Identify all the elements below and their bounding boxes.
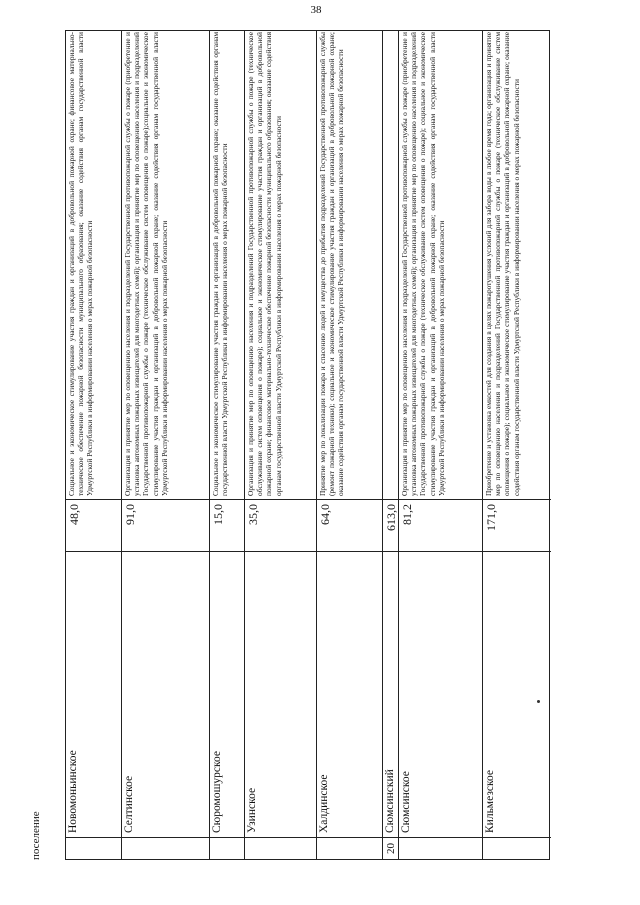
- district-name: Сюмсинский: [383, 551, 398, 837]
- row-number: [399, 837, 482, 859]
- table-row: [66, 31, 121, 859]
- table-row-district: [382, 31, 398, 859]
- settlement-name: Новомоньинское: [66, 551, 121, 837]
- table-rotation-wrapper: [65, 30, 550, 860]
- measures-description: Организация и принятие мер по оповещению населения и подразделений Государственной противопожарной службы о пожаре (приобретение и установка автономных пожарных извещателей для многодетных семей); организация и принятие мер по оповещению населения и подразделений Государственной противопожарной службы о пожаре (техническое обслуживание систем оповещения о пожаре);социальное и экономическое стимулирование участия граждан и организаций в добровольной пожарной охране; оказание содействия органам государственной власти Удмуртской Республики в информировании населения о мерах пожарной безопасности: [123, 32, 169, 496]
- allocation-amount: 171,0: [483, 499, 551, 551]
- table-row: [316, 31, 382, 859]
- table-row: [398, 31, 482, 859]
- budget-allocation-table: [65, 30, 550, 860]
- row-number: [66, 837, 121, 859]
- allocation-amount: 48,0: [66, 499, 121, 551]
- measures-description: Организация и принятие мер по оповещению населения и подразделений Государственной противопожарной службы о пожаре (приобретение и установка автономных пожарных извещателей для многодетных семей); организация и принятие мер по оповещению населения и подразделений Государственной противопожарной службы о пожаре (техническое обслуживание систем оповещения о пожаре); социальное и экономическое стимулирование участия граждан и организаций в добровольной пожарной охране; оказание содействия органам государственной власти Удмуртской Республики в информировании населения о мерах пожарной безопасности: [400, 32, 446, 496]
- table-row: [482, 31, 551, 859]
- row-number: [483, 837, 551, 859]
- allocation-amount: 64,0: [317, 499, 382, 551]
- measures-description: Принятие мер по локализации пожара и спасению людей и имущества до прибытия подразделений Государственной противопожарной службы (ремонт пожарной техники); социальное и экономическое стимулирование участия граждан и организаций в добровольной пожарной охране; оказание содействия органам государственной власти Удмуртской Республики в информировании населения о мерах пожарной безопасности: [318, 32, 346, 496]
- settlement-name: Селтинское: [122, 551, 209, 837]
- margin-text-block: [22, 600, 62, 860]
- table-row: [121, 31, 209, 859]
- allocation-amount: 15,0: [210, 499, 244, 551]
- settlement-name: Кильмезское: [483, 551, 551, 837]
- measures-description: Социальное и экономическое стимулирование участия граждан и организаций в добровольной пожарной охране; финансовое материально-техническое обеспечение пожарной безопасности муниципального образования; оказание содействия органам государственной власти Удмуртской Республики в информировании населения о мерах пожарной безопасности: [67, 32, 95, 496]
- page-number: 38: [310, 4, 322, 16]
- allocation-amount: 91,0: [122, 499, 209, 551]
- margin-text: поселение: [30, 811, 42, 860]
- scan-artifact-dot: [537, 700, 540, 703]
- settlement-name: Сюмсинское: [399, 551, 482, 837]
- table-row: [244, 31, 316, 859]
- measures-description: Организация и принятие мер по оповещению населения и подразделений Государственной противопожарной службы о пожаре (техническое обслуживание систем оповещения о пожаре); социальное и экономическое стимулирование участия граждан и организаций в добровольной пожарной охране; финансовое материально-техническое обеспечение пожарной безопасности муниципального образования; оказание содействия органам государственной власти Удмуртской Республики в информировании населения о мерах пожарной безопасности: [246, 32, 283, 496]
- district-total-amount: 613,0: [383, 499, 398, 551]
- table-row: [209, 31, 244, 859]
- settlement-name: Халдинское: [317, 551, 382, 837]
- settlement-name: Сюромошурское: [210, 551, 244, 837]
- allocation-amount: 81,2: [399, 499, 482, 551]
- row-number: 20: [383, 837, 398, 859]
- settlement-name: Узинское: [245, 551, 316, 837]
- measures-description: [383, 29, 398, 499]
- measures-description: Приобретение и установка емкостей для создания в целях пожаротушения условий для забора воды в любое время года; организация и принятие мер по оповещению населения и подразделений Государственной противопожарной службы о пожаре (техническое обслуживание систем оповещения о пожаре); социальное и экономическое стимулирование участия граждан и организаций в добровольной пожарной охране; оказание содействия органам государственной власти Удмуртской Республики в информировании населения о мерах пожарной безопасности: [484, 32, 521, 496]
- row-number: [122, 837, 209, 859]
- allocation-amount: 35,0: [245, 499, 316, 551]
- row-number: [245, 837, 316, 859]
- row-number: [210, 837, 244, 859]
- measures-description: Социальное и экономическое стимулирование участия граждан и организаций в добровольной пожарной охране; оказание содействия органам государственной власти Удмуртской Республики в информировании населения о мерах пожарной безопасности: [211, 32, 230, 496]
- row-number: [317, 837, 382, 859]
